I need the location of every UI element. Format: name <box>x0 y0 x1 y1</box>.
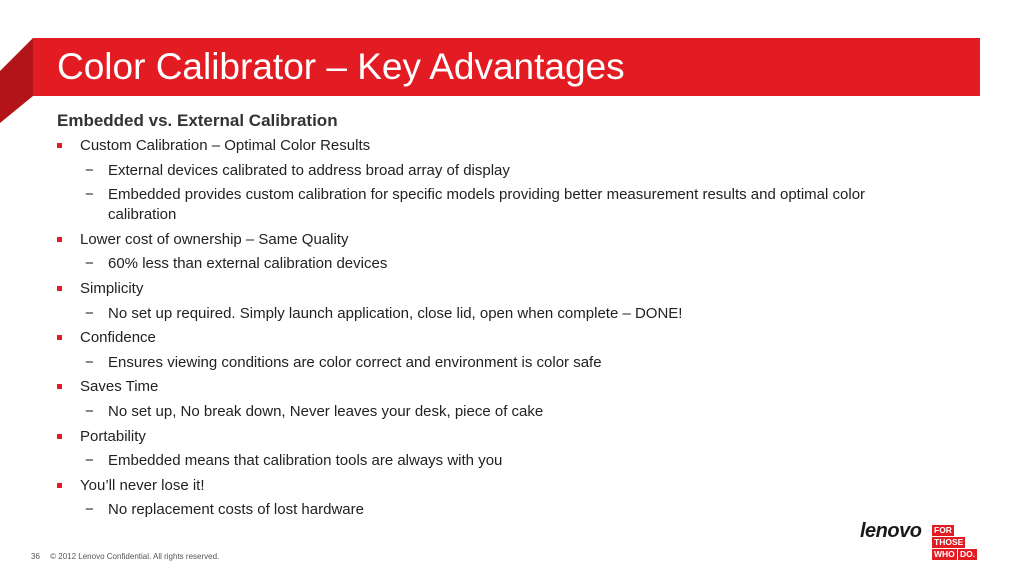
bullet-item <box>57 136 907 156</box>
sub-bullet-text: External devices calibrated to address broad array of display <box>108 161 510 179</box>
sub-bullet-item <box>57 161 907 181</box>
bullet-square-icon <box>57 286 62 291</box>
dash-icon: − <box>85 452 94 470</box>
banner-fold <box>0 38 33 134</box>
bullet-text: Simplicity <box>80 279 144 297</box>
sub-bullet-text: Embedded means that calibration tools are always with you <box>108 452 503 470</box>
bullet-text: Saves Time <box>80 378 159 396</box>
slide-footer <box>31 552 219 561</box>
sub-bullet-item <box>57 185 907 225</box>
sub-bullet-text: No replacement costs of lost hardware <box>108 501 364 519</box>
page-number: 36 <box>31 552 40 561</box>
bullet-square-icon <box>57 237 62 242</box>
logo-tagline-for: FOR <box>934 525 952 535</box>
logo-tagline-do: DO. <box>960 549 976 559</box>
bullet-square-icon <box>57 434 62 439</box>
bullet-text: Portability <box>80 427 146 445</box>
lenovo-logo <box>860 520 990 564</box>
dash-icon: − <box>85 353 94 371</box>
bullet-list <box>57 136 907 525</box>
bullet-square-icon <box>57 384 62 389</box>
bullet-item <box>57 328 907 348</box>
sub-bullet-item <box>57 500 907 520</box>
bullet-square-icon <box>57 483 62 488</box>
bullet-item <box>57 279 907 299</box>
dash-icon: − <box>85 304 94 322</box>
dash-icon: − <box>85 186 94 204</box>
sub-bullet-text: Ensures viewing conditions are color correct and environment is color safe <box>108 353 602 371</box>
sub-bullet-item <box>57 451 907 471</box>
bullet-item <box>57 377 907 397</box>
dash-icon: − <box>85 402 94 420</box>
slide-subtitle: Embedded vs. External Calibration <box>57 111 338 130</box>
bullet-text: Custom Calibration – Optimal Color Results <box>80 137 371 154</box>
bullet-text: You’ll never lose it! <box>80 476 205 494</box>
copyright-text: © 2012 Lenovo Confidential. All rights reserved. <box>50 552 220 561</box>
dash-icon: − <box>85 501 94 519</box>
bullet-square-icon <box>57 143 62 148</box>
sub-bullet-item <box>57 353 907 373</box>
slide-title: Color Calibrator – Key Advantages <box>57 46 625 87</box>
bullet-item <box>57 230 907 250</box>
bullet-item <box>57 427 907 447</box>
sub-bullet-item <box>57 402 907 422</box>
sub-bullet-text: 60% less than external calibration devices <box>108 255 388 273</box>
bullet-text: Confidence <box>80 329 156 347</box>
sub-bullet-text: Embedded provides custom calibration for specific models providing better measurement results and optimal color calibration <box>108 186 866 224</box>
bullet-item <box>57 476 907 496</box>
logo-tagline-who: WHO <box>934 549 955 559</box>
dash-icon: − <box>85 161 94 179</box>
logo-wordmark: lenovo <box>860 520 922 542</box>
sub-bullet-text: No set up, No break down, Never leaves your desk, piece of cake <box>108 402 544 420</box>
sub-bullet-item <box>57 304 907 324</box>
sub-bullet-item <box>57 254 907 274</box>
dash-icon: − <box>85 255 94 273</box>
sub-bullet-text: No set up required. Simply launch application, close lid, open when complete – DONE! <box>108 304 683 322</box>
bullet-square-icon <box>57 335 62 340</box>
bullet-text: Lower cost of ownership – Same Quality <box>80 230 349 248</box>
logo-tagline-those: THOSE <box>934 537 964 547</box>
